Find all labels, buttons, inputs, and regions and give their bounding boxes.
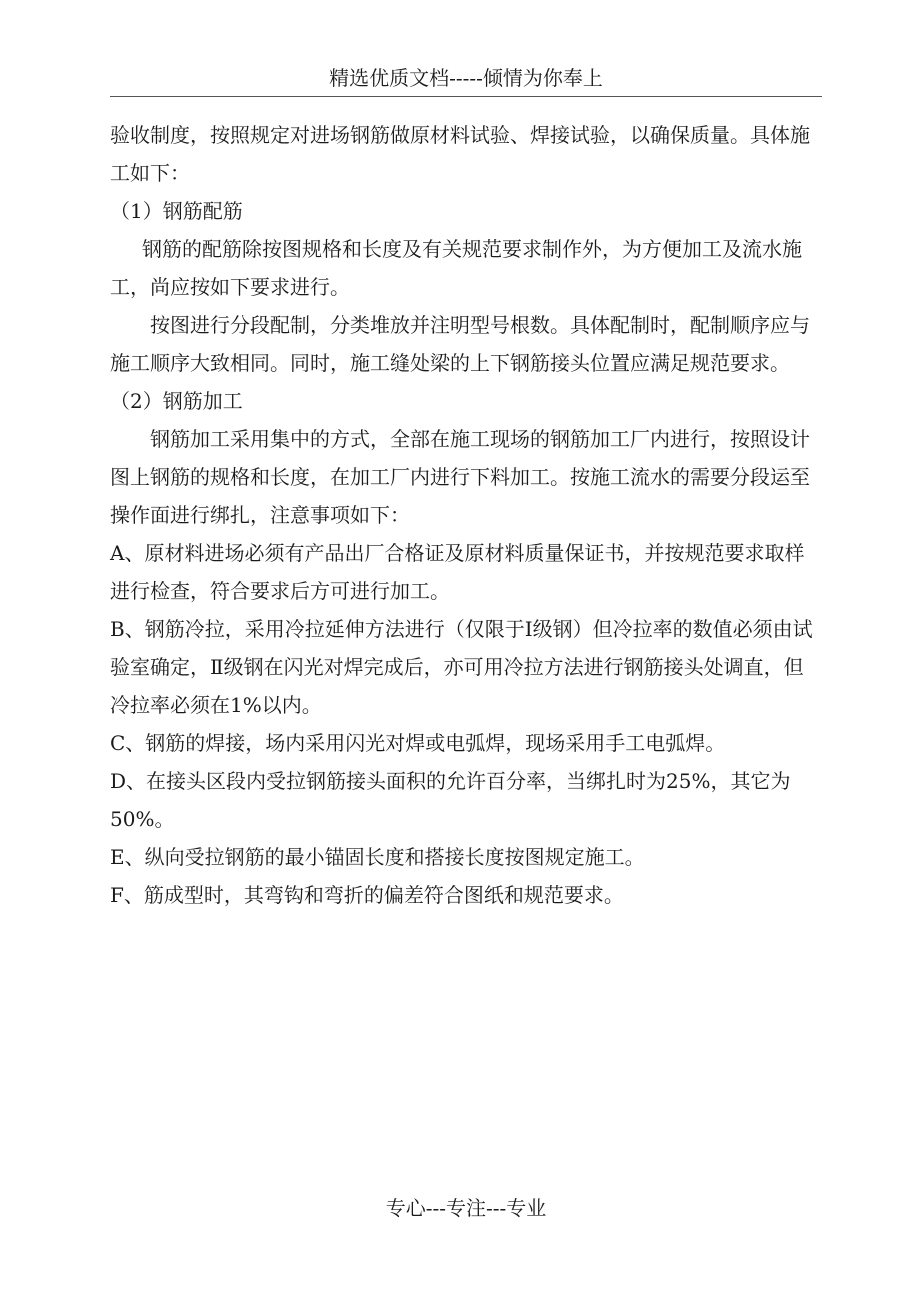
list-item-d: D、在接头区段内受拉钢筋接头面积的允许百分率，当绑扎时为25%，其它为50%。 — [110, 769, 791, 831]
document-body — [110, 116, 822, 914]
page-footer: 专心---专注---专业 — [385, 1196, 547, 1220]
paragraph-acceptance-system: 验收制度，按照规定对进场钢筋做原材料试验、焊接试验，以确保质量。具体施工如下： — [110, 123, 810, 185]
paragraph-rebar-configuration: 钢筋的配筋除按图规格和长度及有关规范要求制作外，为方便加工及流水施工，尚应按如下要求进行。 — [110, 237, 802, 299]
section-heading-rebar-processing: （2）钢筋加工 — [110, 389, 243, 413]
paragraph-segment-configuration: 按图进行分段配制，分类堆放并注明型号根数。具体配制时，配制顺序应与施工顺序大致相同。同时，施工缝处梁的上下钢筋接头位置应满足规范要求。 — [110, 313, 810, 375]
list-item-c: C、钢筋的焊接，场内采用闪光对焊或电弧焊，现场采用手工电弧焊。 — [110, 731, 726, 755]
page-header: 精选优质文档-----倾情为你奉上 — [329, 66, 603, 90]
list-item-a: A、原材料进场必须有产品出厂合格证及原材料质量保证书，并按规范要求取样进行检查，符合要求后方可进行加工。 — [110, 541, 805, 603]
list-item-e: E、纵向受拉钢筋的最小锚固长度和搭接长度按图规定施工。 — [110, 845, 645, 869]
list-item-f: F、筋成型时，其弯钩和弯折的偏差符合图纸和规范要求。 — [110, 883, 624, 907]
header-divider — [110, 96, 822, 97]
section-heading-rebar-configuration: （1）钢筋配筋 — [110, 199, 243, 223]
list-item-b: B、钢筋冷拉，采用冷拉延伸方法进行（仅限于Ⅰ级钢）但冷拉率的数值必须由试验室确定，Ⅱ级钢在闪光对焊完成后，亦可用冷拉方法进行钢筋接头处调直，但冷拉率必须在1%以内。 — [110, 617, 813, 717]
paragraph-rebar-processing: 钢筋加工采用集中的方式，全部在施工现场的钢筋加工厂内进行，按照设计图上钢筋的规格和长度，在加工厂内进行下料加工。按施工流水的需要分段运至操作面进行绑扎，注意事项如下： — [110, 427, 810, 527]
